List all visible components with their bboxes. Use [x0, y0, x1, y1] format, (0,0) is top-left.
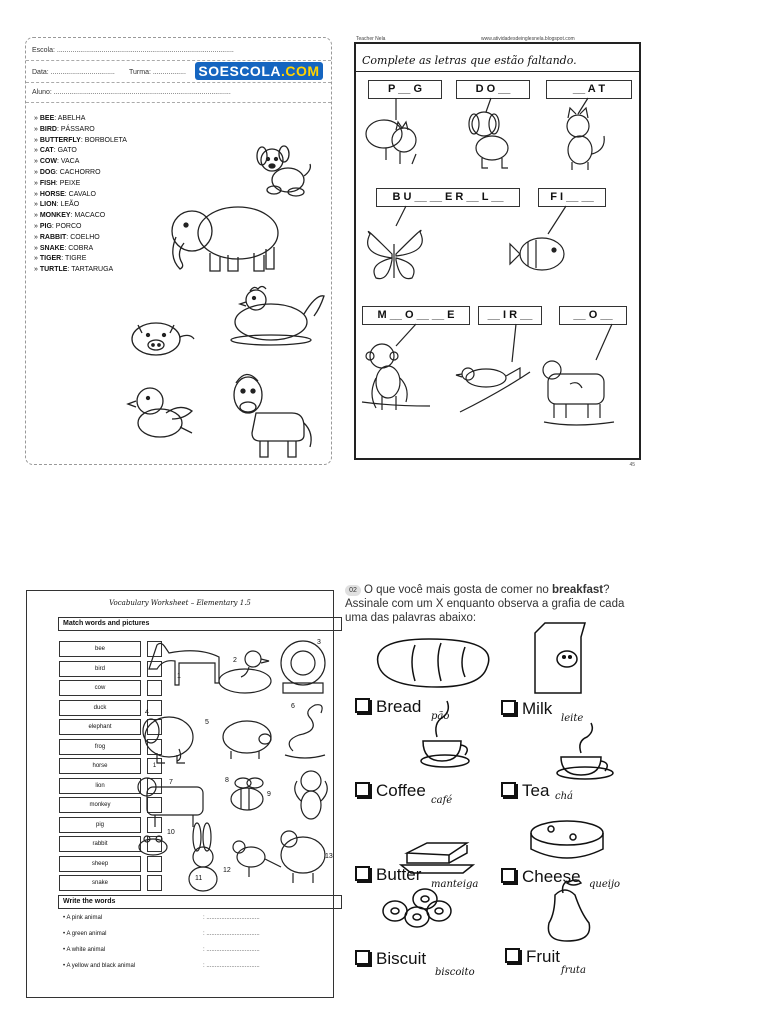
picture-number: 7	[169, 779, 173, 786]
option-coffee[interactable]: Coffee	[355, 781, 426, 801]
vocabulary-item: » BIRD: PÁSSARO	[34, 125, 95, 133]
word-box: monkey	[59, 797, 141, 813]
checkbox[interactable]	[355, 950, 370, 965]
escola-field-label: Escola: ...........................................................................................	[32, 47, 234, 54]
checkbox[interactable]	[355, 698, 370, 713]
page-number: 45	[629, 462, 635, 468]
answer-line[interactable]: : ................................	[203, 947, 260, 953]
option-milk[interactable]: Milk	[501, 699, 552, 719]
option-butter[interactable]: Butter	[355, 865, 421, 885]
word-box-dog: D O __	[456, 80, 530, 99]
vocabulary-item: » TIGER: TIGRE	[34, 255, 87, 263]
answer-line[interactable]: : ................................	[203, 963, 260, 969]
vocabulary-item: » CAT: GATO	[34, 147, 77, 155]
turma-field-label: Turma: .................	[129, 69, 186, 76]
checkbox[interactable]	[501, 700, 516, 715]
soescola-logo: SOESCOLA.COM	[195, 62, 323, 80]
picture-number: 3	[317, 639, 321, 646]
picture-number: 8	[225, 777, 229, 784]
option-bread[interactable]: Bread	[355, 697, 421, 717]
dog-drawing	[248, 146, 318, 198]
vocabulary-item: » RABBIT: COELHO	[34, 233, 100, 241]
vocabulary-item: » MONKEY: MACACO	[34, 212, 106, 220]
vocabulary-list	[34, 114, 127, 276]
word-box: pig	[59, 817, 141, 833]
write-question: • A white animal	[63, 947, 106, 953]
word-box: sheep	[59, 856, 141, 872]
vocabulary-item: » COW: VACA	[34, 158, 80, 166]
divider	[26, 82, 331, 83]
word-box-pig: P __ G	[368, 80, 442, 99]
picture-number: 12	[223, 867, 231, 874]
word-box: lion	[59, 778, 141, 794]
complete-letters-worksheet	[354, 36, 641, 468]
match-section-header: Match words and pictures	[58, 617, 342, 631]
answer-box[interactable]: 1	[147, 758, 162, 774]
translation: leite	[561, 713, 584, 724]
vocabulary-item: » SNAKE: COBRA	[34, 244, 94, 252]
translation: manteiga	[431, 879, 479, 890]
picture-number: 1	[177, 673, 181, 680]
word-box: frog	[59, 739, 141, 755]
bird-drawing	[124, 383, 199, 443]
answer-line[interactable]: : ................................	[203, 915, 260, 921]
vocabulary-item: » BEE: ABELHA	[34, 115, 86, 122]
divider	[26, 60, 331, 61]
word-box-monkey: M __ O __ __ E	[362, 306, 470, 325]
picture-number: 4	[145, 709, 149, 716]
word-box: snake	[59, 875, 141, 891]
write-question: • A yellow and black animal	[63, 963, 136, 969]
picture-number: 13	[325, 853, 333, 860]
checkbox[interactable]	[501, 868, 516, 883]
answer-line[interactable]: : ................................	[203, 931, 260, 937]
worksheet-title: Complete as letras que estão faltando.	[362, 54, 577, 67]
option-tea[interactable]: Tea	[501, 781, 549, 801]
data-field-label: Data: .................................	[32, 69, 115, 76]
translation: queijo	[589, 879, 621, 890]
translation: fruta	[561, 965, 586, 976]
breakfast-worksheet	[345, 583, 645, 993]
divider	[26, 102, 331, 103]
checkbox[interactable]	[505, 948, 520, 963]
horse-drawing	[226, 373, 316, 463]
vocabulary-item: » PIG: PORCO	[34, 222, 82, 230]
write-question: • A green animal	[63, 931, 107, 937]
checkbox[interactable]	[501, 782, 516, 797]
option-fruit[interactable]: Fruit	[505, 947, 560, 967]
blog-url: www.atividadesdeinglesnela.blogspot.com	[481, 36, 575, 42]
option-biscuit[interactable]: Biscuit	[355, 949, 426, 969]
word-box-butterfly: B U __ __ E R __ L __	[376, 188, 520, 207]
worksheet-title: Vocabulary Worksheet – Elementary 1.5	[109, 599, 251, 607]
question-text: 02 O que você mais gosta de comer no breakfast? Assinale com um X enquanto observa a grafia de cada uma das palavras abaixo:	[345, 584, 625, 624]
word-box: elephant	[59, 719, 141, 735]
translation: café	[431, 795, 453, 806]
elephant-drawing	[166, 201, 286, 276]
vocabulary-item: » BUTTERFLY: BORBOLETA	[34, 136, 127, 144]
vocabulary-item: » FISH: PEIXE	[34, 179, 81, 187]
word-box-fish: F I __ __	[538, 188, 606, 207]
word-box: bee	[59, 641, 141, 657]
hen-drawing	[216, 286, 326, 346]
checkbox[interactable]	[355, 782, 370, 797]
translation: pão	[431, 711, 450, 722]
aluno-field-label: Aluno: ...........................................................................................	[32, 89, 231, 96]
write-section-header: Write the words	[58, 895, 342, 909]
word-box-bird: __ I R __	[478, 306, 542, 325]
word-box: horse	[59, 758, 141, 774]
picture-number: 2	[233, 657, 237, 664]
vocabulary-item: » HORSE: CAVALO	[34, 190, 97, 198]
vocabulary-item: » LION: LEÃO	[34, 201, 80, 209]
vocabulary-item: » TURTLE: TARTARUGA	[34, 266, 114, 274]
match-words-worksheet	[26, 590, 334, 998]
translation: biscoito	[435, 967, 475, 978]
word-box: bird	[59, 661, 141, 677]
animal-drawings	[356, 44, 639, 458]
picture-number: 9	[267, 791, 271, 798]
write-question: • A pink animal	[63, 915, 103, 921]
word-box: duck	[59, 700, 141, 716]
checkbox[interactable]	[355, 866, 370, 881]
picture-number: 5	[205, 719, 209, 726]
teacher-credit: Teacher Nela	[356, 36, 386, 42]
animals-vocabulary-worksheet	[25, 37, 332, 465]
picture-number: 10	[167, 829, 175, 836]
word-box-cow: __ O __	[559, 306, 627, 325]
question-number: 02	[345, 585, 361, 596]
word-box-cat: __ A T	[546, 80, 632, 99]
picture-number: 11	[195, 875, 203, 882]
word-box: rabbit	[59, 836, 141, 852]
vocabulary-item: » DOG: CACHORRO	[34, 168, 101, 176]
pig-drawing	[126, 315, 201, 360]
option-cheese[interactable]: Cheese	[501, 867, 581, 887]
translation: chá	[555, 791, 574, 802]
word-box: cow	[59, 680, 141, 696]
picture-number: 6	[291, 703, 295, 710]
